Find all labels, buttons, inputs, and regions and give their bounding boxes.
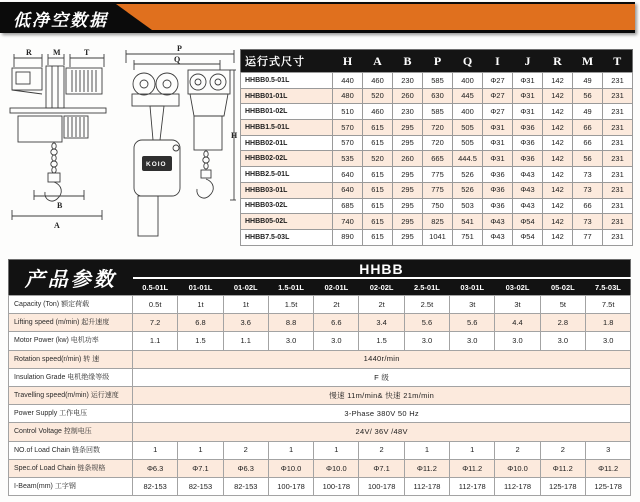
dim-value-cell: 520 bbox=[363, 88, 393, 104]
dim-value-cell: Φ31 bbox=[483, 120, 513, 136]
dim-value-cell: 460 bbox=[363, 73, 393, 89]
dim-value-cell: 480 bbox=[333, 88, 363, 104]
dim-label-Q: Q bbox=[174, 55, 181, 64]
param-table-row bbox=[9, 459, 631, 477]
dim-value-cell: 1041 bbox=[423, 229, 453, 245]
dim-table-row bbox=[241, 182, 633, 198]
hoist-body-brand-label: KOIO bbox=[146, 161, 167, 168]
param-value-cell: 3.0 bbox=[495, 332, 540, 350]
param-value-cell: 2t bbox=[314, 296, 359, 314]
dim-value-cell: Φ43 bbox=[483, 214, 513, 230]
dim-value-cell: 520 bbox=[363, 151, 393, 167]
dim-value-cell: Φ27 bbox=[483, 88, 513, 104]
param-column-header: 02-02L bbox=[359, 278, 404, 296]
param-value-cell: 3t bbox=[450, 296, 495, 314]
param-value-cell: Φ11.2 bbox=[585, 459, 630, 477]
dim-value-cell: Φ43 bbox=[513, 198, 543, 214]
param-column-header: 1.5-01L bbox=[268, 278, 313, 296]
dim-value-cell: 503 bbox=[453, 198, 483, 214]
hoist-technical-drawing-svg bbox=[4, 44, 238, 250]
dim-value-cell: 445 bbox=[453, 88, 483, 104]
dim-value-cell: 640 bbox=[333, 182, 363, 198]
dim-column-header: T bbox=[603, 50, 633, 73]
param-merged-value: 24V/ 36V /48V bbox=[133, 423, 631, 441]
model-cell: HHBB02-01L bbox=[241, 135, 333, 151]
dim-value-cell: 66 bbox=[573, 198, 603, 214]
param-column-header: 01-02L bbox=[223, 278, 268, 296]
dim-value-cell: 142 bbox=[543, 198, 573, 214]
dim-value-cell: 77 bbox=[573, 229, 603, 245]
param-table-row bbox=[9, 314, 631, 332]
param-value-cell: 1 bbox=[178, 441, 223, 459]
dim-value-cell: 825 bbox=[423, 214, 453, 230]
dim-value-cell: 142 bbox=[543, 73, 573, 89]
dim-label-A: A bbox=[54, 221, 60, 230]
dim-value-cell: 231 bbox=[603, 167, 633, 183]
param-row-label: Lifting speed (m/min) 起升速度 bbox=[9, 314, 133, 332]
dim-value-cell: 260 bbox=[393, 151, 423, 167]
param-table-brand-row bbox=[9, 260, 631, 279]
param-value-cell: 1 bbox=[450, 441, 495, 459]
dim-value-cell: 295 bbox=[393, 214, 423, 230]
dim-value-cell: 231 bbox=[603, 182, 633, 198]
dim-value-cell: 142 bbox=[543, 214, 573, 230]
dim-column-header: P bbox=[423, 50, 453, 73]
dim-value-cell: 400 bbox=[453, 104, 483, 120]
param-value-cell: 1.5 bbox=[359, 332, 404, 350]
param-merged-value: 1440r/min bbox=[133, 350, 631, 368]
dim-value-cell: 460 bbox=[363, 104, 393, 120]
dim-column-header: B bbox=[393, 50, 423, 73]
dim-table-row bbox=[241, 104, 633, 120]
param-merged-value: 慢速 11m/min& 快速 21m/min bbox=[133, 386, 631, 404]
param-table-row bbox=[9, 386, 631, 404]
model-cell: HHBB05-02L bbox=[241, 214, 333, 230]
param-table-row bbox=[9, 405, 631, 423]
dim-value-cell: 526 bbox=[453, 167, 483, 183]
param-value-cell: 3.0 bbox=[585, 332, 630, 350]
param-value-cell: 82-153 bbox=[178, 477, 223, 495]
param-value-cell: 2.5t bbox=[404, 296, 449, 314]
dim-value-cell: 142 bbox=[543, 88, 573, 104]
param-row-label: Motor Power (kw) 电机功率 bbox=[9, 332, 133, 350]
param-value-cell: 82-153 bbox=[223, 477, 268, 495]
dim-value-cell: 66 bbox=[573, 135, 603, 151]
dim-value-cell: Φ27 bbox=[483, 73, 513, 89]
dim-table-header-row bbox=[241, 50, 633, 73]
dim-value-cell: 615 bbox=[363, 167, 393, 183]
param-column-header: 02-01L bbox=[314, 278, 359, 296]
param-value-cell: 0.5t bbox=[133, 296, 178, 314]
param-table-title: 产品参数 bbox=[9, 260, 133, 296]
dim-value-cell: 444.5 bbox=[453, 151, 483, 167]
dim-value-cell: 142 bbox=[543, 151, 573, 167]
dim-value-cell: 541 bbox=[453, 214, 483, 230]
param-row-label: Insulation Grade 电机绝缘等级 bbox=[9, 368, 133, 386]
dim-value-cell: 615 bbox=[363, 182, 393, 198]
dim-value-cell: 230 bbox=[393, 104, 423, 120]
dim-value-cell: 49 bbox=[573, 104, 603, 120]
dim-value-cell: 740 bbox=[333, 214, 363, 230]
dim-table-row bbox=[241, 73, 633, 89]
dim-value-cell: Φ31 bbox=[513, 73, 543, 89]
dim-value-cell: 142 bbox=[543, 120, 573, 136]
banner-title: 低净空数据 bbox=[13, 11, 108, 30]
dim-value-cell: Φ31 bbox=[483, 151, 513, 167]
param-table-row bbox=[9, 350, 631, 368]
param-value-cell: 6.8 bbox=[178, 314, 223, 332]
dim-value-cell: 750 bbox=[423, 198, 453, 214]
dim-value-cell: 73 bbox=[573, 167, 603, 183]
dim-table-title: 运行式尺寸 bbox=[241, 50, 333, 73]
param-value-cell: Φ7.1 bbox=[359, 459, 404, 477]
param-value-cell: 7.2 bbox=[133, 314, 178, 332]
dim-value-cell: Φ36 bbox=[483, 182, 513, 198]
dim-column-header: Q bbox=[453, 50, 483, 73]
dim-value-cell: Φ27 bbox=[483, 104, 513, 120]
dim-table-row bbox=[241, 229, 633, 245]
dim-value-cell: 295 bbox=[393, 120, 423, 136]
param-table-row bbox=[9, 368, 631, 386]
dim-value-cell: 142 bbox=[543, 135, 573, 151]
param-value-cell: 2t bbox=[359, 296, 404, 314]
dim-value-cell: Φ31 bbox=[483, 135, 513, 151]
model-cell: HHBB1.5-01L bbox=[241, 120, 333, 136]
dim-value-cell: 56 bbox=[573, 151, 603, 167]
dim-value-cell: 66 bbox=[573, 120, 603, 136]
model-cell: HHBB0.5-01L bbox=[241, 73, 333, 89]
dim-value-cell: 231 bbox=[603, 214, 633, 230]
model-cell: HHBB01-02L bbox=[241, 104, 333, 120]
dim-value-cell: 295 bbox=[393, 167, 423, 183]
param-value-cell: Φ6.3 bbox=[133, 459, 178, 477]
hoist-drawings bbox=[4, 44, 238, 250]
dim-value-cell: 231 bbox=[603, 135, 633, 151]
dim-table-row bbox=[241, 167, 633, 183]
param-value-cell: 2 bbox=[495, 441, 540, 459]
dim-value-cell: 505 bbox=[453, 120, 483, 136]
param-column-header: 03-01L bbox=[450, 278, 495, 296]
dim-value-cell: 231 bbox=[603, 88, 633, 104]
dim-value-cell: Φ43 bbox=[513, 182, 543, 198]
param-row-label: Travelling speed(m/min) 运行速度 bbox=[9, 386, 133, 404]
param-row-label: Power Supply 工作电压 bbox=[9, 405, 133, 423]
dim-value-cell: 231 bbox=[603, 151, 633, 167]
dim-value-cell: 73 bbox=[573, 182, 603, 198]
param-value-cell: 4.4 bbox=[495, 314, 540, 332]
dim-table-row bbox=[241, 120, 633, 136]
dim-value-cell: 720 bbox=[423, 120, 453, 136]
param-value-cell: 2.8 bbox=[540, 314, 585, 332]
param-value-cell: Φ11.2 bbox=[404, 459, 449, 477]
dim-table-row bbox=[241, 135, 633, 151]
param-value-cell: 8.8 bbox=[268, 314, 313, 332]
param-value-cell: 2 bbox=[540, 441, 585, 459]
param-column-header: 7.5-03L bbox=[585, 278, 630, 296]
dim-column-header: A bbox=[363, 50, 393, 73]
dim-value-cell: 231 bbox=[603, 198, 633, 214]
param-table-brand: HHBB bbox=[133, 260, 631, 279]
param-value-cell: Φ10.0 bbox=[495, 459, 540, 477]
param-value-cell: 3 bbox=[585, 441, 630, 459]
param-value-cell: 5.6 bbox=[404, 314, 449, 332]
param-value-cell: 112-178 bbox=[495, 477, 540, 495]
param-merged-value: 3-Phase 380V 50 Hz bbox=[133, 405, 631, 423]
dim-value-cell: 570 bbox=[333, 120, 363, 136]
dim-value-cell: Φ36 bbox=[513, 120, 543, 136]
dim-value-cell: 505 bbox=[453, 135, 483, 151]
model-cell: HHBB02-02L bbox=[241, 151, 333, 167]
dim-value-cell: Φ36 bbox=[513, 151, 543, 167]
param-table-row bbox=[9, 332, 631, 350]
param-value-cell: Φ7.1 bbox=[178, 459, 223, 477]
param-row-label: NO.of Load Chain 链条回数 bbox=[9, 441, 133, 459]
param-column-header: 03-02L bbox=[495, 278, 540, 296]
param-value-cell: 100-178 bbox=[268, 477, 313, 495]
dim-value-cell: 295 bbox=[393, 229, 423, 245]
dim-column-header: H bbox=[333, 50, 363, 73]
dim-column-header: I bbox=[483, 50, 513, 73]
param-value-cell: 3.0 bbox=[314, 332, 359, 350]
dim-value-cell: 400 bbox=[453, 73, 483, 89]
dim-value-cell: 630 bbox=[423, 88, 453, 104]
dim-value-cell: 570 bbox=[333, 135, 363, 151]
dim-value-cell: Φ36 bbox=[483, 167, 513, 183]
dim-value-cell: Φ54 bbox=[513, 229, 543, 245]
dim-value-cell: 535 bbox=[333, 151, 363, 167]
dim-value-cell: 49 bbox=[573, 73, 603, 89]
dim-value-cell: 440 bbox=[333, 73, 363, 89]
dim-table-row bbox=[241, 198, 633, 214]
param-value-cell: 1.1 bbox=[223, 332, 268, 350]
param-value-cell: Φ11.2 bbox=[450, 459, 495, 477]
dim-value-cell: 142 bbox=[543, 167, 573, 183]
param-value-cell: 1 bbox=[314, 441, 359, 459]
param-value-cell: Φ11.2 bbox=[540, 459, 585, 477]
param-value-cell: 100-178 bbox=[359, 477, 404, 495]
param-value-cell: Φ6.3 bbox=[223, 459, 268, 477]
param-value-cell: 3.0 bbox=[404, 332, 449, 350]
dim-value-cell: 615 bbox=[363, 214, 393, 230]
param-value-cell: 1 bbox=[133, 441, 178, 459]
dim-value-cell: Φ36 bbox=[483, 198, 513, 214]
dim-label-P: P bbox=[177, 44, 182, 53]
dim-label-B: B bbox=[57, 201, 63, 210]
dim-value-cell: 231 bbox=[603, 120, 633, 136]
dim-value-cell: Φ31 bbox=[513, 88, 543, 104]
dim-value-cell: 751 bbox=[453, 229, 483, 245]
dim-value-cell: 73 bbox=[573, 214, 603, 230]
dim-value-cell: 230 bbox=[393, 73, 423, 89]
param-column-header: 01-01L bbox=[178, 278, 223, 296]
param-value-cell: 3t bbox=[495, 296, 540, 314]
param-value-cell: 5.6 bbox=[450, 314, 495, 332]
dim-value-cell: 231 bbox=[603, 104, 633, 120]
dim-label-M: M bbox=[53, 48, 61, 57]
param-value-cell: 3.6 bbox=[223, 314, 268, 332]
param-row-label: Control Voltage 控制电压 bbox=[9, 423, 133, 441]
dim-value-cell: 295 bbox=[393, 135, 423, 151]
dim-value-cell: 615 bbox=[363, 229, 393, 245]
dim-value-cell: 585 bbox=[423, 104, 453, 120]
dim-value-cell: Φ31 bbox=[513, 104, 543, 120]
param-value-cell: Φ10.0 bbox=[268, 459, 313, 477]
dim-value-cell: 510 bbox=[333, 104, 363, 120]
param-value-cell: 3.0 bbox=[268, 332, 313, 350]
dim-value-cell: Φ43 bbox=[483, 229, 513, 245]
dim-value-cell: 615 bbox=[363, 120, 393, 136]
dim-value-cell: 720 bbox=[423, 135, 453, 151]
param-table-row bbox=[9, 423, 631, 441]
dim-table-row bbox=[241, 88, 633, 104]
dim-value-cell: Φ43 bbox=[513, 167, 543, 183]
param-value-cell: 125-178 bbox=[585, 477, 630, 495]
dim-value-cell: 526 bbox=[453, 182, 483, 198]
dim-value-cell: 295 bbox=[393, 198, 423, 214]
dim-value-cell: 585 bbox=[423, 73, 453, 89]
param-row-label: Capacity (Ton) 额定荷载 bbox=[9, 296, 133, 314]
dim-value-cell: 775 bbox=[423, 167, 453, 183]
param-table-row bbox=[9, 296, 631, 314]
parameter-table bbox=[8, 259, 631, 496]
dim-value-cell: 142 bbox=[543, 229, 573, 245]
param-row-label: Rotation speed(r/min) 转 速 bbox=[9, 350, 133, 368]
param-value-cell: 1.1 bbox=[133, 332, 178, 350]
param-value-cell: 7.5t bbox=[585, 296, 630, 314]
dim-value-cell: 665 bbox=[423, 151, 453, 167]
param-value-cell: 82-153 bbox=[133, 477, 178, 495]
param-value-cell: 125-178 bbox=[540, 477, 585, 495]
param-value-cell: 1.5t bbox=[268, 296, 313, 314]
dim-value-cell: 775 bbox=[423, 182, 453, 198]
dim-table-row bbox=[241, 214, 633, 230]
dim-value-cell: 231 bbox=[603, 229, 633, 245]
dim-value-cell: 615 bbox=[363, 135, 393, 151]
dim-label-T: T bbox=[84, 48, 90, 57]
param-value-cell: 1t bbox=[178, 296, 223, 314]
dim-label-H: H bbox=[231, 131, 238, 140]
param-row-label: I-Beam(mm) 工字钢 bbox=[9, 477, 133, 495]
dim-column-header: M bbox=[573, 50, 603, 73]
dim-value-cell: 615 bbox=[363, 198, 393, 214]
param-value-cell: 1 bbox=[404, 441, 449, 459]
dim-table-row bbox=[241, 151, 633, 167]
param-value-cell: Φ10.0 bbox=[314, 459, 359, 477]
param-column-header: 0.5-01L bbox=[133, 278, 178, 296]
dim-value-cell: Φ36 bbox=[513, 135, 543, 151]
banner bbox=[0, 2, 635, 33]
param-value-cell: 1.5 bbox=[178, 332, 223, 350]
dim-value-cell: 640 bbox=[333, 167, 363, 183]
dim-value-cell: 260 bbox=[393, 88, 423, 104]
dim-value-cell: 685 bbox=[333, 198, 363, 214]
param-value-cell: 6.6 bbox=[314, 314, 359, 332]
param-value-cell: 112-178 bbox=[450, 477, 495, 495]
param-row-label: Spec.of Load Chain 链条规格 bbox=[9, 459, 133, 477]
param-column-header: 2.5-01L bbox=[404, 278, 449, 296]
dimension-table bbox=[240, 49, 633, 246]
dim-value-cell: 295 bbox=[393, 182, 423, 198]
dim-column-header: J bbox=[513, 50, 543, 73]
dim-value-cell: 142 bbox=[543, 182, 573, 198]
model-cell: HHBB01-01L bbox=[241, 88, 333, 104]
param-table-row bbox=[9, 477, 631, 495]
param-merged-value: F 级 bbox=[133, 368, 631, 386]
model-cell: HHBB03-02L bbox=[241, 198, 333, 214]
model-cell: HHBB7.5-03L bbox=[241, 229, 333, 245]
param-value-cell: 2 bbox=[359, 441, 404, 459]
param-value-cell: 2 bbox=[223, 441, 268, 459]
param-value-cell: 1.8 bbox=[585, 314, 630, 332]
param-value-cell: 1t bbox=[223, 296, 268, 314]
param-value-cell: 100-178 bbox=[314, 477, 359, 495]
param-value-cell: 3.0 bbox=[540, 332, 585, 350]
param-value-cell: 5t bbox=[540, 296, 585, 314]
param-value-cell: 1 bbox=[268, 441, 313, 459]
dim-value-cell: 890 bbox=[333, 229, 363, 245]
dim-value-cell: 142 bbox=[543, 104, 573, 120]
dim-label-R: R bbox=[26, 48, 32, 57]
model-cell: HHBB2.5-01L bbox=[241, 167, 333, 183]
param-value-cell: 3.0 bbox=[450, 332, 495, 350]
param-column-header: 05-02L bbox=[540, 278, 585, 296]
dim-column-header: R bbox=[543, 50, 573, 73]
dim-value-cell: 56 bbox=[573, 88, 603, 104]
dim-value-cell: 231 bbox=[603, 73, 633, 89]
model-cell: HHBB03-01L bbox=[241, 182, 333, 198]
dim-value-cell: Φ54 bbox=[513, 214, 543, 230]
param-table-row bbox=[9, 441, 631, 459]
param-value-cell: 112-178 bbox=[404, 477, 449, 495]
param-value-cell: 3.4 bbox=[359, 314, 404, 332]
